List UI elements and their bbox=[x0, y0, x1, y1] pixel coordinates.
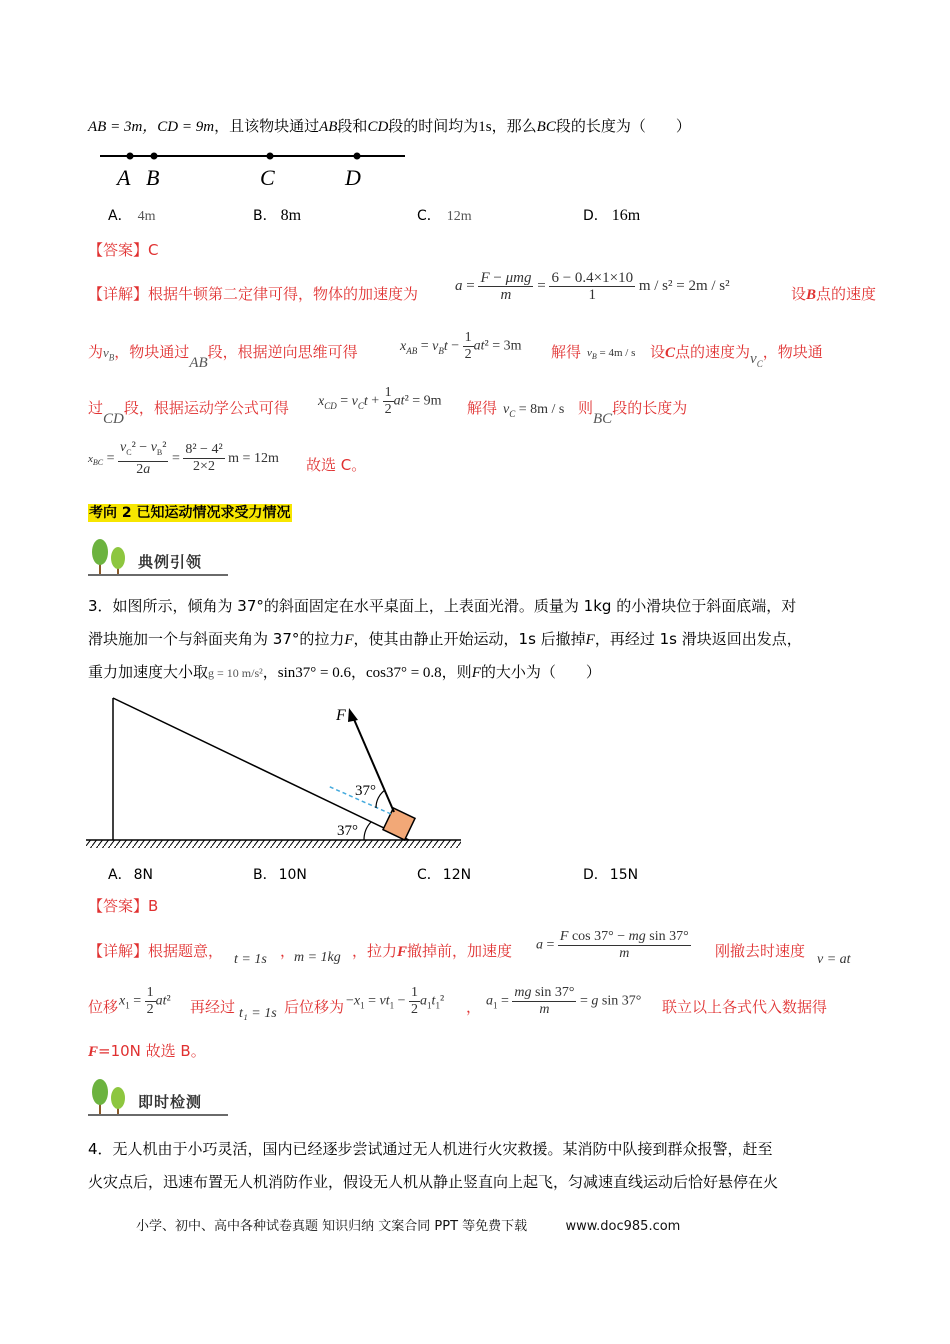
q3-detail-line1-mid: ，拉力F撤掉前，加速度 bbox=[352, 942, 513, 960]
q2-detail-line3-mid: 解得 bbox=[467, 399, 498, 417]
q3-option-b[interactable]: B． 10N bbox=[253, 867, 307, 883]
q3-line3: 重力加速度大小取g = 10 m/s²，sin37° = 0.6，cos37° = 0.8，则F的大小为（ ） bbox=[88, 663, 601, 681]
point-d-label: D bbox=[345, 165, 361, 190]
q2-xbc-equation: $x_{BC}$ = $\frac{v_C^2 - v_B^2}{2a}$ = $\frac{\text{8² − 4²}}{2\times 2}$ m = 12m bbox=[88, 440, 279, 477]
q3-option-a[interactable]: A． 8N bbox=[108, 867, 153, 883]
q4-line2: 火灾点后，迅速布置无人机消防作业，假设无人机从静止竖直向上起飞，匀减速直线运动后恰好悬停在火 bbox=[88, 1173, 779, 1191]
point-b-label: B bbox=[146, 165, 160, 190]
q3-line2: 滑块施加一个与斜面夹角为 37°的拉力F，使其由静止开始运动，1s 后撤掉F，再经过 1s 滑块返回出发点， bbox=[88, 630, 802, 648]
q2-detail-line1: 【详解】根据牛顿第二定律可得，物体的加速度为 bbox=[88, 285, 419, 303]
q3-detail-conclusion: F=10N 故选 B。 bbox=[88, 1042, 206, 1060]
q3-detail-line2-d: 联立以上各式代入数据得 bbox=[662, 998, 828, 1016]
footer-link[interactable]: www.doc985.com bbox=[565, 1219, 681, 1234]
q3-line1: 3．如图所示，倾角为 37°的斜面固定在水平桌面上，上表面光滑。质量为 1kg 的小滑块位于斜面底端，对 bbox=[88, 597, 797, 615]
q2-vb-value: $v_B = 4m / s$ bbox=[587, 347, 636, 362]
q2-ab-eq: AB = 3m bbox=[88, 119, 143, 135]
banner-example bbox=[88, 536, 233, 576]
q2-option-c[interactable]: C． 12m bbox=[417, 208, 472, 224]
q3-detail-line1-tail: 刚撤去时速度 bbox=[715, 942, 806, 960]
q2-accel-equation: a = $\frac{\text{F − μmg}}{m}$ = $\frac{6 - 0.4\times 1\times 10}{1}$ m / s² = 2m / s² bbox=[455, 270, 730, 303]
q3-t-value: t = 1s bbox=[234, 952, 267, 967]
q2-detail-line2: 为$v_B$，物块通过AB段，根据逆向思维可得 bbox=[88, 343, 358, 371]
banner-quiz-label: 即时检测 bbox=[138, 1093, 203, 1111]
q3-detail-line2-b: 后位移为 bbox=[284, 998, 345, 1016]
q3-velocity: v = at bbox=[817, 952, 851, 967]
q2-xcd-equation: $x_{CD} = v_Ct$ + $\frac{1}{2}$ at² = 9m bbox=[318, 385, 442, 417]
q3-option-d[interactable]: D． 15N bbox=[583, 867, 639, 883]
q3-detail-line2-a: 再经过 bbox=[190, 998, 236, 1016]
q2-stem: AB = 3m，CD = 9m，且该物块通过AB段和CD段的时间均为1s，那么BC段的长度为（ ） bbox=[88, 117, 691, 135]
q3-answer: 【答案】B bbox=[88, 897, 159, 915]
q3-detail-line1: 【详解】根据题意， bbox=[88, 942, 224, 960]
q3-detail-line2-c: ， bbox=[466, 998, 482, 1016]
footer-text: 小学、初中、高中各种试卷真题 知识归纳 文案合同 PPT 等免费下载 bbox=[136, 1219, 528, 1234]
q2-detail-line2-mid: 解得 bbox=[551, 343, 582, 361]
point-a-label: A bbox=[117, 165, 131, 190]
q2-option-d[interactable]: D． 16m bbox=[583, 207, 641, 224]
q3-accel-equation: a = $\frac{\text{F cos 37° − mg sin 37°}}{m}$ bbox=[536, 929, 689, 961]
q3-a1-equation: $a_1$ = $\frac{\text{mg sin 37°}}{m}$ = g sin 37° bbox=[486, 985, 642, 1017]
banner-quiz bbox=[88, 1076, 233, 1116]
q2-option-b[interactable]: B． 8m bbox=[253, 207, 302, 224]
tree-icon bbox=[88, 1078, 132, 1116]
q3-x1-back-equation: $-x_1 = vt_1$ − $\frac{1}{2}$ $a_1t_1^2$ bbox=[346, 985, 445, 1017]
q2-number-line bbox=[95, 145, 415, 195]
q2-xab-equation: $x_{AB} = v_Bt$ − $\frac{1}{2}$ at² = 3m bbox=[400, 330, 522, 362]
footer bbox=[136, 1215, 680, 1234]
force-label: F bbox=[336, 707, 346, 724]
angle-top-label: 37° bbox=[355, 783, 376, 799]
q2-detail-conclusion: 故选 C。 bbox=[306, 456, 367, 474]
q2-vc-value: $v_C = 8m / s$ bbox=[503, 402, 565, 419]
q2-option-a[interactable]: A． 4m bbox=[108, 208, 156, 224]
banner-example-label: 典例引领 bbox=[138, 553, 203, 571]
q3-incline-figure bbox=[86, 694, 466, 854]
q4-line1: 4．无人机由于小巧灵活，国内已经逐步尝试通过无人机进行火灾救援。某消防中队接到群众报警，赶至 bbox=[88, 1140, 773, 1158]
q3-t1-value: t₁ = 1s bbox=[239, 1006, 277, 1021]
point-c-label: C bbox=[260, 165, 275, 190]
q2-detail-line2-tail: 设C点的速度为$v_C$，物块通 bbox=[650, 343, 823, 369]
q2-answer: 【答案】C bbox=[88, 241, 159, 259]
q2-detail-line3: 过CD段，根据运动学公式可得 bbox=[88, 399, 289, 427]
angle-bottom-label: 37° bbox=[337, 823, 358, 839]
q2-detail-line1-tail: 设B点的速度 bbox=[791, 285, 877, 303]
q3-detail-line2: 位移 bbox=[88, 998, 119, 1016]
tree-icon bbox=[88, 538, 132, 576]
q3-x1-equation: $x_1$ = $\frac{1}{2}$ at² bbox=[119, 985, 171, 1017]
q2-detail-line3-tail: 则BC段的长度为 bbox=[578, 399, 688, 427]
q2-cd-eq-inline: ，CD = 9m bbox=[142, 119, 215, 135]
q3-option-c[interactable]: C． 12N bbox=[417, 867, 472, 883]
section-highlight: 考向 2 已知运动情况求受力情况 bbox=[89, 505, 291, 521]
q3-m-value: m = 1kg bbox=[294, 950, 341, 965]
q3-comma: ， bbox=[280, 942, 296, 960]
